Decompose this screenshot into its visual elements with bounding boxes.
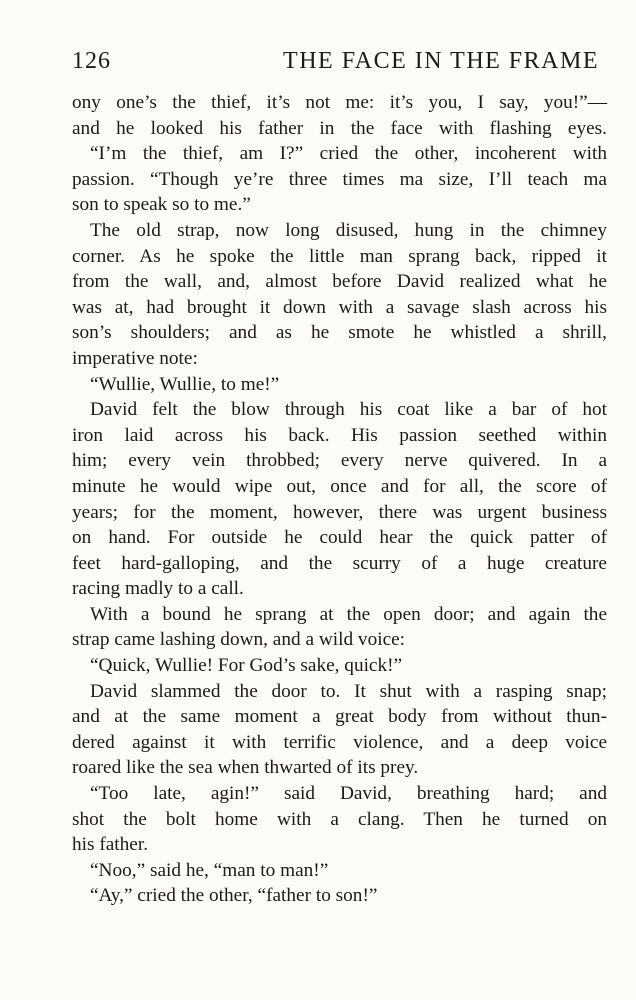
text-line: iron laid across his back. His passion seethed within (72, 424, 607, 446)
text-line: racing madly to a call. (72, 578, 244, 600)
running-title: THE FACE IN THE FRAME (283, 48, 599, 74)
text-line: The old strap, now long disused, hung in the chimney (90, 219, 607, 241)
text-line: was at, had brought it down with a savage slash across his (72, 296, 607, 318)
text-line: corner. As he spoke the little man sprang back, ripped it (72, 245, 607, 267)
page-number: 126 (72, 48, 111, 74)
text-line: “I’m the thief, am I?” cried the other, incoherent with (90, 143, 607, 165)
text-line: “Quick, Wullie! For God’s sake, quick!” (90, 655, 403, 677)
text-line: “Too late, agin!” said David, breathing hard; and (90, 783, 607, 805)
text-line: passion. “Though ye’re three times ma size, I’ll teach ma (72, 168, 607, 190)
text-line: feet hard-galloping, and the scurry of a huge creature (72, 552, 607, 574)
text-line: David felt the blow through his coat like a bar of hot (90, 399, 607, 421)
text-line: strap came lashing down, and a wild voice: (72, 629, 406, 651)
text-line: shot the bolt home with a clang. Then he turned on (72, 808, 607, 830)
text-line: imperative note: (72, 347, 198, 369)
text-line: David slammed the door to. It shut with a rasping snap; (90, 680, 607, 702)
text-line: dered against it with terrific violence, and a deep voice (72, 731, 607, 753)
text-line: “Ay,” cried the other, “father to son!” (90, 885, 378, 907)
text-line: minute he would wipe out, once and for all, the score of (72, 475, 607, 497)
text-line: on hand. For outside he could hear the quick patter of (72, 527, 607, 549)
text-line: “Wullie, Wullie, to me!” (90, 373, 280, 395)
text-line: “Noo,” said he, “man to man!” (90, 859, 329, 881)
text-line: ony one’s the thief, it’s not me: it’s you, I say, you!”— (72, 92, 607, 113)
text-line: from the wall, and, almost before David realized what he (72, 271, 607, 293)
text-line: With a bound he sprang at the open door; and again the (90, 603, 607, 625)
text-line: and at the same moment a great body from without thun- (72, 706, 607, 728)
body-text (72, 90, 607, 909)
text-line: years; for the moment, however, there was urgent business (72, 501, 607, 523)
text-line: him; every vein throbbed; every nerve quivered. In a (72, 450, 607, 472)
text-line: son to speak so to me.” (72, 194, 251, 216)
text-line: and he looked his father in the face with flashing eyes. (72, 117, 607, 139)
page-header (72, 48, 607, 82)
text-line: his father. (72, 834, 149, 856)
text-line: roared like the sea when thwarted of its prey. (72, 757, 419, 779)
text-line: son’s shoulders; and as he smote he whistled a shrill, (72, 322, 607, 344)
